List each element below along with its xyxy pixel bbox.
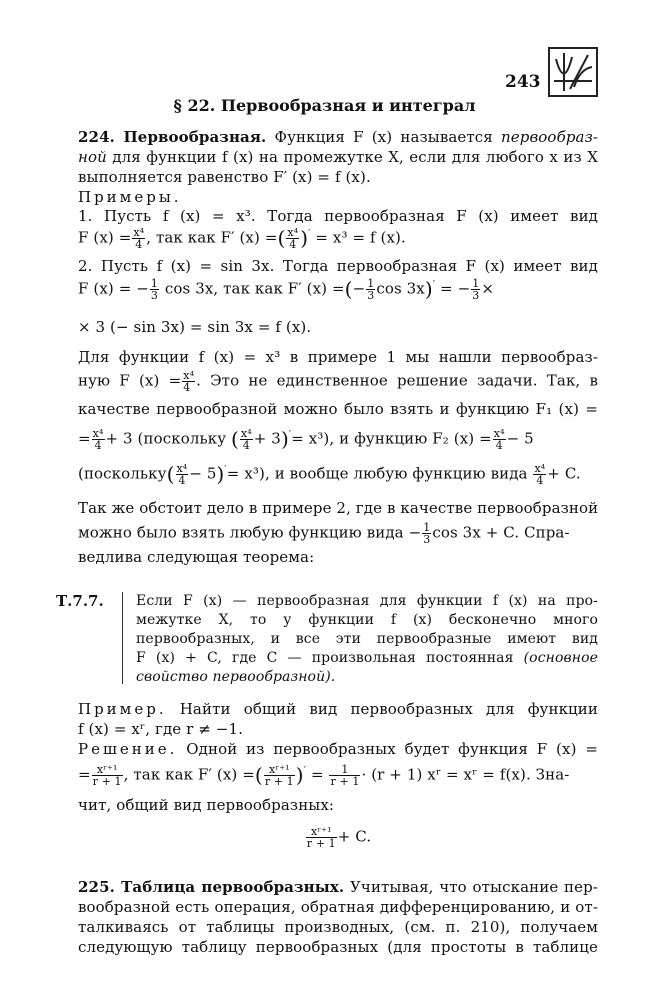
theorem-bar bbox=[122, 592, 123, 684]
solution-line-2: = $\frac{\text{xʳ⁺¹}}{r + 1}$ , так как F′ (x) =( $\frac{\text{xʳ⁺¹}}{r + 1}$ )′ = $\frac{1}{r + 1}$ · (r + 1) xʳ = xʳ = f(x). Зна- bbox=[78, 763, 570, 788]
p224-line-3: выполняется равенство F′ (x) = f (x). bbox=[78, 168, 371, 186]
section-title: § 22. Первообразная и интеграл bbox=[173, 96, 476, 115]
ex2-line-3: × 3 (− sin 3x) = sin 3x = f (x). bbox=[78, 318, 312, 336]
theorem-line-3: первообразных, и все эти первообразные имеют вид bbox=[136, 631, 598, 647]
theorem-line-1: Если F (x) — первообразная для функции f (x) на про- bbox=[136, 593, 598, 609]
theorem-line-4: F (x) + C, где C — произвольная постоянная (основное bbox=[136, 650, 598, 666]
ex1-line-2: F (x) = $\frac{\text{x⁴}}{4}$ , так как F′ (x) =( $\frac{\text{x⁴}}{4}$ )′ = x³ = f (x). bbox=[78, 226, 406, 251]
page-number: 243 bbox=[505, 72, 541, 92]
p225-line-2: вообразной есть операция, обратная дифференцированию, и от- bbox=[78, 898, 598, 916]
para-line-8: ведлива следующая теорема: bbox=[78, 548, 315, 566]
para-line-7: можно было взять любую функцию вида − $\frac{1}{3}$ cos 3x + C. Спра- bbox=[78, 521, 570, 546]
example2-line-2: f (x) = xʳ, где r ≠ −1. bbox=[78, 720, 243, 738]
para-line-5: (поскольку( $\frac{\text{x⁴}}{4}$ − 5)′= x³), и вообще любую функцию вида $\frac{\text{x⁴}}{4}$ + C. bbox=[78, 462, 581, 487]
ex1-line-1: 1. Пусть f (x) = x³. Тогда первообразная F (x) имеет вид bbox=[78, 207, 598, 225]
examples-label: Примеры. bbox=[78, 188, 182, 206]
solution-line-3: чит, общий вид первообразных: bbox=[78, 796, 335, 814]
example2-line-1: Пример. Найти общий вид первообразных для функции bbox=[78, 700, 598, 718]
p225-line-3: талкиваясь от таблицы производных, (см. п. 210), получаем bbox=[78, 918, 598, 936]
graph-axes-icon bbox=[548, 47, 598, 97]
para-line-4: = $\frac{\text{x⁴}}{4}$ + 3 (поскольку ( $\frac{\text{x⁴}}{4}$ + 3)′= x³), и функцию F₂ (x) = $\frac{\text{x⁴}}{4}$ − 5 bbox=[78, 427, 534, 452]
theorem-label: Т.7.7. bbox=[56, 592, 104, 610]
ex2-line-2: F (x) = − $\frac{1}{3}$ cos 3x, так как F′ (x) =(− $\frac{1}{3}$ cos 3x)′ = − $\frac{1}{3}$ × bbox=[78, 277, 495, 302]
para-line-2: ную F (x) = $\frac{\text{x⁴}}{4}$ . Это не единственное решение задачи. Так, в bbox=[78, 369, 598, 394]
theorem-line-5: свойство первообразной). bbox=[136, 669, 336, 685]
para-line-1: Для функции f (x) = x³ в примере 1 мы нашли первообраз- bbox=[78, 348, 598, 366]
para-line-3: качестве первообразной можно было взять и функцию F₁ (x) = bbox=[78, 400, 598, 418]
p225-line-1: 225. Таблица первообразных. Учитывая, что отыскание пер- bbox=[78, 878, 598, 896]
general-formula: $\frac{\text{xʳ⁺¹}}{r + 1}$ + C. bbox=[306, 825, 372, 850]
p224-line-1: 224. Первообразная. Функция F (x) называется первообраз- bbox=[78, 128, 599, 146]
para-line-6: Так же обстоит дело в примере 2, где в качестве первообразной bbox=[78, 499, 599, 517]
p224-line-2: ной для функции f (x) на промежутке X, если для любого x из X bbox=[78, 148, 598, 166]
solution-line-1: Решение. Одной из первообразных будет функция F (x) = bbox=[78, 740, 598, 758]
fraction: $\frac{\text{x⁴}}{4}$ bbox=[133, 226, 145, 251]
ex2-line-1: 2. Пусть f (x) = sin 3x. Тогда первообразная F (x) имеет вид bbox=[78, 257, 598, 275]
p225-line-4: следующую таблицу первообразных (для простоты в таблице bbox=[78, 938, 598, 956]
theorem-line-2: межутке X, то у функции f (x) бесконечно много bbox=[136, 612, 598, 628]
